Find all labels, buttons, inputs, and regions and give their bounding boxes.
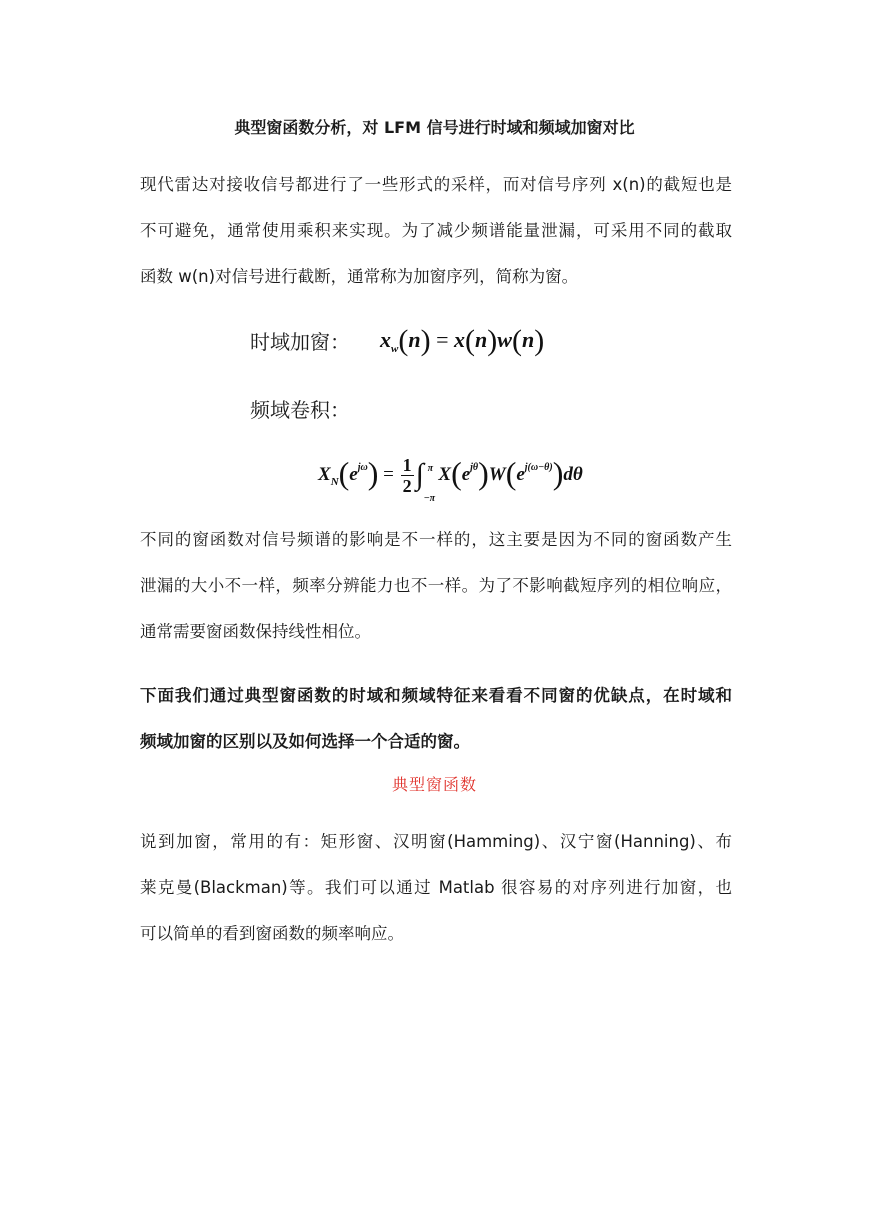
effect-line: 通常需要窗函数保持线性相位。 xyxy=(140,622,371,641)
time-domain-label: 时域加窗： xyxy=(250,330,350,354)
document-title: 典型窗函数分析，对 LFM 信号进行时域和频域加窗对比 xyxy=(234,118,635,137)
intro-line: 函数 w(n)对信号进行截断，通常称为加窗序列，简称为窗。 xyxy=(140,267,579,286)
windows-line: 说到加窗，常用的有：矩形窗、汉明窗(Hamming)、汉宁窗(Hanning)、布 xyxy=(140,832,732,851)
windows-line: 可以简单的看到窗函数的频率响应。 xyxy=(140,924,404,943)
effect-line: 泄漏的大小不一样，频率分辨能力也不一样。为了不影响截短序列的相位响应， xyxy=(140,576,732,595)
section-heading: 典型窗函数 xyxy=(391,775,477,794)
bold-paragraph xyxy=(140,673,732,765)
time-domain-equation: $x_w(n) = x(n)w(n)$ xyxy=(380,324,545,357)
windows-paragraph xyxy=(140,819,732,957)
effect-line: 不同的窗函数对信号频谱的影响是不一样的，这主要是因为不同的窗函数产生 xyxy=(140,530,732,549)
bold-line: 频域加窗的区别以及如何选择一个合适的窗。 xyxy=(140,732,470,751)
bold-line: 下面我们通过典型窗函数的时域和频域特征来看看不同窗的优缺点，在时域和 xyxy=(140,686,732,705)
freq-domain-label: 频域卷积： xyxy=(250,398,350,422)
windows-line: 莱克曼(Blackman)等。我们可以通过 Matlab 很容易的对序列进行加窗，也 xyxy=(140,878,732,897)
intro-line: 不可避免，通常使用乘积来实现。为了减少频谱能量泄漏，可采用不同的截取 xyxy=(140,221,732,240)
intro-paragraph xyxy=(140,162,732,300)
intro-line: 现代雷达对接收信号都进行了一些形式的采样，而对信号序列 x(n)的截短也是 xyxy=(140,175,732,194)
freq-domain-equation: $X_N(e^{j\omega})$ = $\frac{1}{2}$ ∫ π −π $X(e^{j\theta})W(e^{j(\omega-\theta)})d\theta$ xyxy=(318,455,583,504)
effect-paragraph xyxy=(140,517,732,655)
